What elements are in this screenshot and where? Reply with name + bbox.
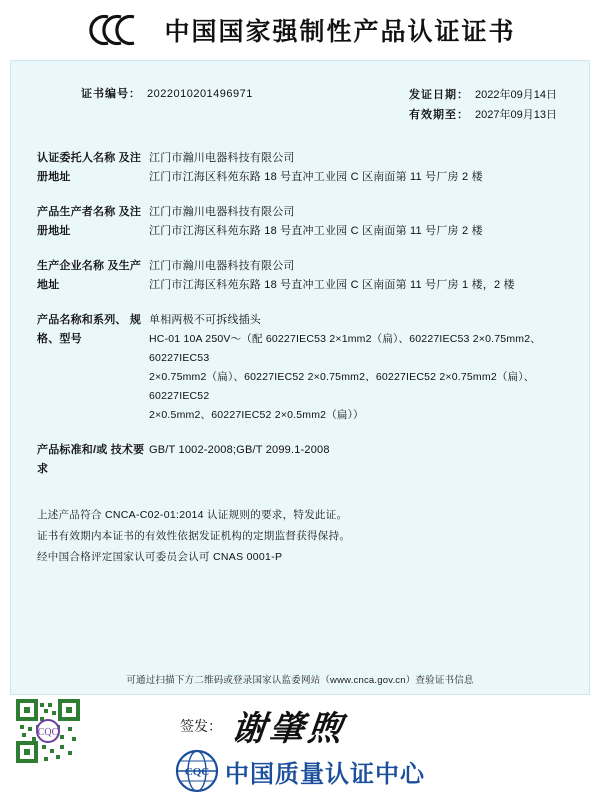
- field-value-line: 2×0.75mm2（扁）、60227IEC52 2×0.75mm2、60227IEC52 2×0.75mm2（扁）、60227IEC52: [149, 371, 535, 402]
- field-value-line: 江门市江海区科苑东路 18 号直冲工业园 C 区南面第 11 号厂房 2 楼: [149, 171, 483, 183]
- field-list: [37, 149, 563, 479]
- statement-line: 经中国合格评定国家认可委员会认可 CNAS 0001-P: [37, 551, 283, 563]
- date-block: [409, 85, 563, 125]
- field-label: [37, 441, 149, 479]
- field-value-line: 2×0.5mm2、60227IEC52 2×0.5mm2（扁））: [149, 409, 364, 421]
- field-value: [149, 257, 563, 295]
- svg-text:CQC: CQC: [37, 727, 59, 738]
- field-value-line: 江门市瀚川电器科技有限公司: [149, 260, 295, 272]
- signature-label: 签发：: [180, 719, 222, 735]
- field-value-line: 江门市瀚川电器科技有限公司: [149, 206, 295, 218]
- field-label-line: 产品名称和系列、: [37, 314, 127, 326]
- field-standards: [37, 441, 563, 479]
- ccc-mark-icon: [84, 10, 150, 50]
- expiry-date-row: [409, 105, 557, 125]
- certificate-header: [0, 0, 600, 60]
- statement-line: 上述产品符合 CNCA-C02-01:2014 认证规则的要求，特发此证。: [37, 509, 348, 521]
- field-value-line: HC-01 10A 250V～（配 60227IEC53 2×1mm2（扁）、60227IEC53 2×0.75mm2、60227IEC53: [149, 333, 541, 364]
- field-label-line: 生产企业名称: [37, 260, 105, 272]
- field-label-line: 规格、型号: [37, 314, 142, 345]
- field-factory: [37, 257, 563, 295]
- field-label: [37, 311, 149, 349]
- field-value-line: 江门市瀚川电器科技有限公司: [149, 152, 295, 164]
- field-label: [37, 257, 149, 295]
- issuer-row: [0, 749, 600, 793]
- expiry-date-value: 2027年09月13日: [475, 109, 557, 121]
- field-label-line: 及注册地址: [37, 152, 142, 183]
- svg-text:CQC: CQC: [184, 766, 210, 778]
- field-product-model: [37, 311, 563, 425]
- issue-date-label: 发证日期：: [409, 89, 470, 101]
- field-label-line: 技术要求: [37, 444, 145, 475]
- page-title: 中国国家强制性产品认证证书: [164, 19, 516, 46]
- expiry-date-label: 有效期至：: [409, 109, 470, 121]
- field-value-line: GB/T 1002-2008;GB/T 2099.1-2008: [149, 444, 330, 456]
- field-applicant: [37, 149, 563, 187]
- field-label: [37, 203, 149, 241]
- certificate-footer: [0, 695, 600, 799]
- cqc-logo-icon: [175, 749, 219, 793]
- verification-note: 可通过扫描下方二维码或登录国家认监委网站（www.cnca.gov.cn）查验证书信息: [126, 675, 474, 686]
- field-label-line: 及注册地址: [37, 206, 142, 237]
- issue-date-value: 2022年09月14日: [475, 89, 557, 101]
- certificate-body-panel: [10, 60, 590, 695]
- field-label: [37, 149, 149, 187]
- signature-text: 谢肇煦: [229, 711, 348, 748]
- field-value: [149, 203, 563, 241]
- statement-line: 证书有效期内本证书的有效性依据发证机构的定期监督获得保持。: [37, 530, 351, 542]
- issuer-name: 中国质量认证中心: [225, 761, 425, 788]
- certificate-number-label: 证书编号：: [81, 88, 141, 100]
- field-label-line: 产品生产者名称: [37, 206, 116, 218]
- field-label-line: 产品标准和/或: [37, 444, 108, 456]
- field-value: [149, 441, 563, 460]
- certificate-number-value: 2022010201496971: [147, 88, 253, 100]
- field-manufacturer: [37, 203, 563, 241]
- field-value-line: 江门市江海区科苑东路 18 号直冲工业园 C 区南面第 11 号厂房 1 楼，2 楼: [149, 279, 515, 291]
- signature-block: [180, 701, 346, 750]
- field-label-line: 认证委托人名称: [37, 152, 116, 164]
- field-value: [149, 311, 563, 425]
- certificate-statement: [37, 505, 563, 568]
- top-meta-row: [37, 85, 563, 125]
- field-value: [149, 149, 563, 187]
- field-value-line: 江门市江海区科苑东路 18 号直冲工业园 C 区南面第 11 号厂房 2 楼: [149, 225, 483, 237]
- certificate-number: [37, 85, 253, 101]
- issue-date-row: [409, 85, 557, 105]
- field-label-line: 及生产地址: [37, 260, 142, 291]
- field-value-line: 单相两极不可拆线插头: [149, 314, 261, 326]
